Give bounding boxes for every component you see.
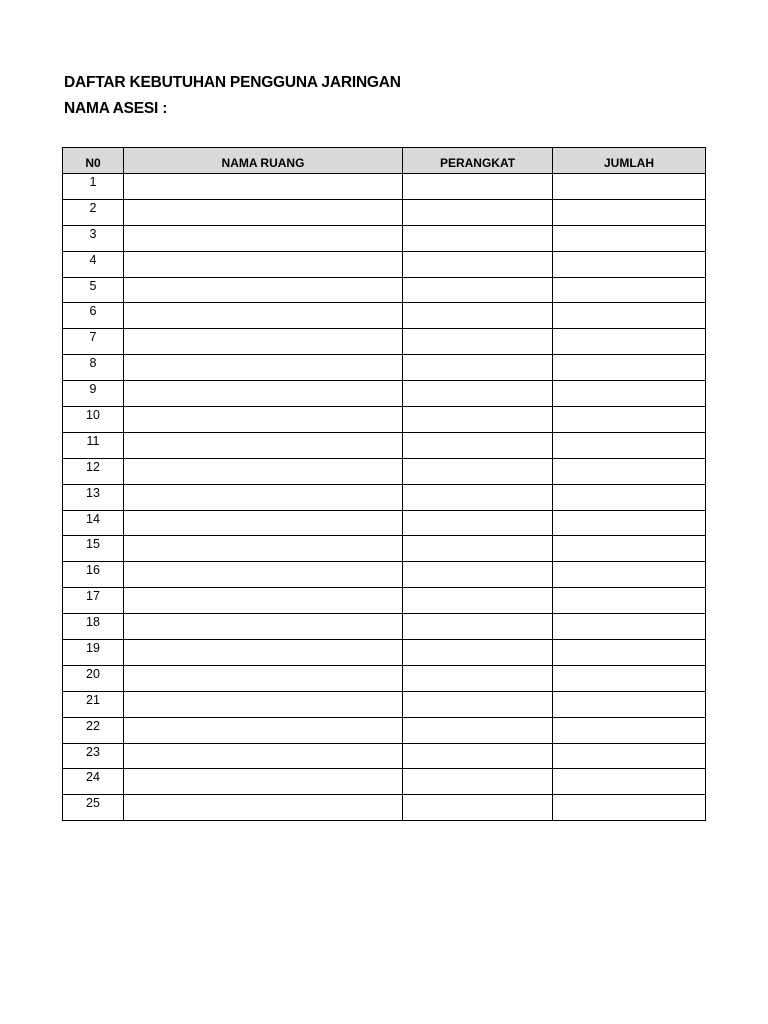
jumlah-cell[interactable]	[553, 562, 706, 588]
needs-table	[62, 147, 706, 821]
table-row	[63, 199, 706, 225]
perangkat-cell[interactable]	[403, 225, 553, 251]
nama-ruang-cell[interactable]	[124, 407, 403, 433]
jumlah-cell[interactable]	[553, 355, 706, 381]
nama-ruang-cell[interactable]	[124, 717, 403, 743]
perangkat-cell[interactable]	[403, 199, 553, 225]
table-row	[63, 795, 706, 821]
row-number: 16	[63, 562, 124, 588]
nama-ruang-cell[interactable]	[124, 640, 403, 666]
perangkat-cell[interactable]	[403, 769, 553, 795]
nama-ruang-cell[interactable]	[124, 769, 403, 795]
jumlah-cell[interactable]	[553, 588, 706, 614]
jumlah-cell[interactable]	[553, 407, 706, 433]
header-nama-ruang: NAMA RUANG	[124, 148, 403, 174]
nama-ruang-cell[interactable]	[124, 614, 403, 640]
perangkat-cell[interactable]	[403, 303, 553, 329]
perangkat-cell[interactable]	[403, 458, 553, 484]
row-number: 14	[63, 510, 124, 536]
header-perangkat: PERANGKAT	[403, 148, 553, 174]
nama-ruang-cell[interactable]	[124, 355, 403, 381]
nama-ruang-cell[interactable]	[124, 562, 403, 588]
row-number: 23	[63, 743, 124, 769]
jumlah-cell[interactable]	[553, 795, 706, 821]
row-number: 13	[63, 484, 124, 510]
perangkat-cell[interactable]	[403, 795, 553, 821]
jumlah-cell[interactable]	[553, 225, 706, 251]
row-number: 20	[63, 665, 124, 691]
jumlah-cell[interactable]	[553, 303, 706, 329]
jumlah-cell[interactable]	[553, 691, 706, 717]
jumlah-cell[interactable]	[553, 640, 706, 666]
table-row	[63, 510, 706, 536]
perangkat-cell[interactable]	[403, 743, 553, 769]
row-number: 17	[63, 588, 124, 614]
row-number: 24	[63, 769, 124, 795]
row-number: 1	[63, 174, 124, 200]
jumlah-cell[interactable]	[553, 251, 706, 277]
jumlah-cell[interactable]	[553, 484, 706, 510]
row-number: 19	[63, 640, 124, 666]
perangkat-cell[interactable]	[403, 614, 553, 640]
table-row	[63, 665, 706, 691]
perangkat-cell[interactable]	[403, 717, 553, 743]
jumlah-cell[interactable]	[553, 717, 706, 743]
row-number: 4	[63, 251, 124, 277]
table-row	[63, 251, 706, 277]
table-row	[63, 588, 706, 614]
nama-ruang-cell[interactable]	[124, 432, 403, 458]
table-row	[63, 614, 706, 640]
table-row	[63, 407, 706, 433]
nama-ruang-cell[interactable]	[124, 174, 403, 200]
perangkat-cell[interactable]	[403, 536, 553, 562]
row-number: 22	[63, 717, 124, 743]
row-number: 25	[63, 795, 124, 821]
table-body	[63, 174, 706, 821]
table-row	[63, 174, 706, 200]
perangkat-cell[interactable]	[403, 691, 553, 717]
jumlah-cell[interactable]	[553, 329, 706, 355]
nama-ruang-cell[interactable]	[124, 199, 403, 225]
table-row	[63, 277, 706, 303]
jumlah-cell[interactable]	[553, 536, 706, 562]
table-row	[63, 381, 706, 407]
perangkat-cell[interactable]	[403, 484, 553, 510]
table-row	[63, 432, 706, 458]
jumlah-cell[interactable]	[553, 277, 706, 303]
perangkat-cell[interactable]	[403, 381, 553, 407]
jumlah-cell[interactable]	[553, 432, 706, 458]
perangkat-cell[interactable]	[403, 588, 553, 614]
jumlah-cell[interactable]	[553, 199, 706, 225]
perangkat-cell[interactable]	[403, 665, 553, 691]
perangkat-cell[interactable]	[403, 407, 553, 433]
nama-ruang-cell[interactable]	[124, 665, 403, 691]
jumlah-cell[interactable]	[553, 510, 706, 536]
row-number: 5	[63, 277, 124, 303]
perangkat-cell[interactable]	[403, 640, 553, 666]
table-row	[63, 303, 706, 329]
table-row	[63, 562, 706, 588]
asesi-name-label: NAMA ASESI :	[64, 100, 168, 117]
row-number: 21	[63, 691, 124, 717]
table-row	[63, 355, 706, 381]
jumlah-cell[interactable]	[553, 458, 706, 484]
perangkat-cell[interactable]	[403, 432, 553, 458]
nama-ruang-cell[interactable]	[124, 691, 403, 717]
perangkat-cell[interactable]	[403, 277, 553, 303]
perangkat-cell[interactable]	[403, 329, 553, 355]
nama-ruang-cell[interactable]	[124, 303, 403, 329]
header-no: N0	[63, 148, 124, 174]
jumlah-cell[interactable]	[553, 665, 706, 691]
nama-ruang-cell[interactable]	[124, 588, 403, 614]
nama-ruang-cell[interactable]	[124, 329, 403, 355]
table-row	[63, 484, 706, 510]
row-number: 7	[63, 329, 124, 355]
nama-ruang-cell[interactable]	[124, 536, 403, 562]
table-row	[63, 458, 706, 484]
jumlah-cell[interactable]	[553, 614, 706, 640]
table-row	[63, 225, 706, 251]
table-row	[63, 717, 706, 743]
table-row	[63, 329, 706, 355]
table-row	[63, 640, 706, 666]
table-row	[63, 769, 706, 795]
row-number: 3	[63, 225, 124, 251]
header-jumlah: JUMLAH	[553, 148, 706, 174]
table-row	[63, 536, 706, 562]
table-row	[63, 743, 706, 769]
perangkat-cell[interactable]	[403, 174, 553, 200]
nama-ruang-cell[interactable]	[124, 743, 403, 769]
nama-ruang-cell[interactable]	[124, 484, 403, 510]
jumlah-cell[interactable]	[553, 174, 706, 200]
row-number: 10	[63, 407, 124, 433]
row-number: 8	[63, 355, 124, 381]
nama-ruang-cell[interactable]	[124, 381, 403, 407]
row-number: 6	[63, 303, 124, 329]
row-number: 18	[63, 614, 124, 640]
table-header-row	[63, 148, 706, 174]
row-number: 12	[63, 458, 124, 484]
table-row	[63, 691, 706, 717]
perangkat-cell[interactable]	[403, 562, 553, 588]
nama-ruang-cell[interactable]	[124, 277, 403, 303]
nama-ruang-cell[interactable]	[124, 251, 403, 277]
row-number: 15	[63, 536, 124, 562]
jumlah-cell[interactable]	[553, 381, 706, 407]
jumlah-cell[interactable]	[553, 743, 706, 769]
row-number: 9	[63, 381, 124, 407]
nama-ruang-cell[interactable]	[124, 795, 403, 821]
perangkat-cell[interactable]	[403, 251, 553, 277]
perangkat-cell[interactable]	[403, 510, 553, 536]
nama-ruang-cell[interactable]	[124, 458, 403, 484]
document-title: DAFTAR KEBUTUHAN PENGGUNA JARINGAN	[64, 74, 401, 91]
row-number: 11	[63, 432, 124, 458]
nama-ruang-cell[interactable]	[124, 510, 403, 536]
nama-ruang-cell[interactable]	[124, 225, 403, 251]
row-number: 2	[63, 199, 124, 225]
perangkat-cell[interactable]	[403, 355, 553, 381]
jumlah-cell[interactable]	[553, 769, 706, 795]
